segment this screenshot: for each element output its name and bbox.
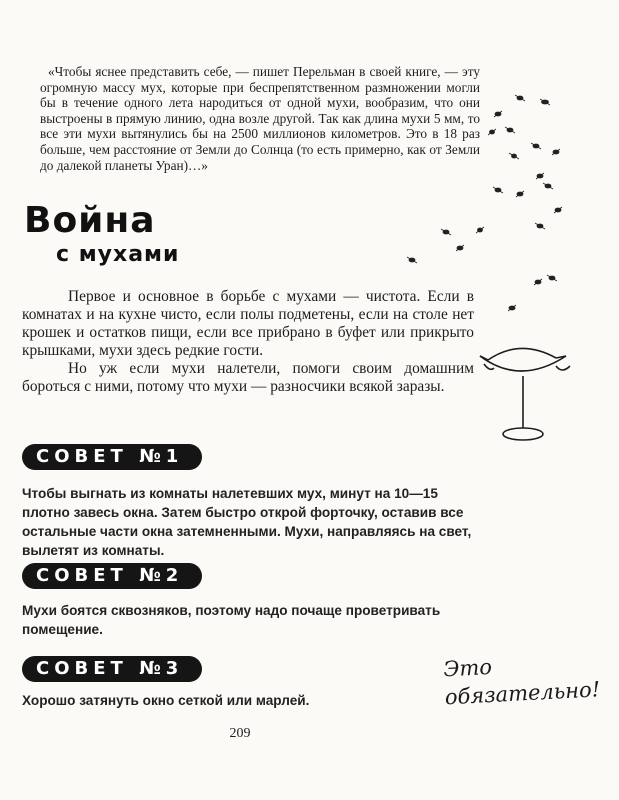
page-number: 209 bbox=[229, 726, 251, 741]
tip-badge-1: СОВЕТ №1 bbox=[22, 444, 202, 470]
tip-text-1: Чтобы выгнать из комнаты налетевших мух, минут на 10—15 плотно завесь окна. Затем быстро открой форточку, оставив все остальные части окна затемненными. Мухи, направляясь на свет, вылетят из комнаты. bbox=[22, 486, 472, 558]
intro-paragraph-1: Первое и основное в борьбе с мухами — чистота. Если в комнатах и на кухне чисто, если полы подметены, если на столе нет крошек и остатков пищи, если все прибрано в буфет или прикрыто крышками, мухи здесь редкие гости. bbox=[22, 288, 474, 359]
tip-text-2: Мухи боятся сквозняков, поэтому надо почаще проветривать помещение. bbox=[22, 603, 441, 637]
article-title: Война bbox=[24, 200, 156, 241]
tip-badge-3: СОВЕТ №3 bbox=[22, 656, 202, 682]
tip-badge-2: СОВЕТ №2 bbox=[22, 563, 202, 589]
handwritten-note: Это обязательно! bbox=[442, 654, 601, 710]
article-subtitle: с мухами bbox=[56, 242, 180, 267]
intro-paragraph-2: Но уж если мухи налетели, помоги своим домашним бороться с ними, потому что мухи — разносчики всякой заразы. bbox=[22, 360, 474, 395]
glass-cover-icon bbox=[470, 330, 580, 460]
intro-text bbox=[22, 288, 474, 396]
tip-text-3: Хорошо затянуть окно сеткой или марлей. bbox=[22, 693, 310, 708]
perelman-quote: «Чтобы яснее представить себе, — пишет Перельман в своей книге, — эту огромную массу мух, которые при беспрепятственном размножении могли бы в течение одного лета народиться от одной мухи, вообразим, что они выстроены в прямую линию, одна возле другой. Так как длина мухи 5 мм, то все эти мухи вытянулись бы на 2500 миллионов километров. Это в 18 раз больше, чем расстояние от Земли до Солнца (то есть примерно, как от Земли до далекой планеты Уран)…» bbox=[40, 64, 480, 173]
